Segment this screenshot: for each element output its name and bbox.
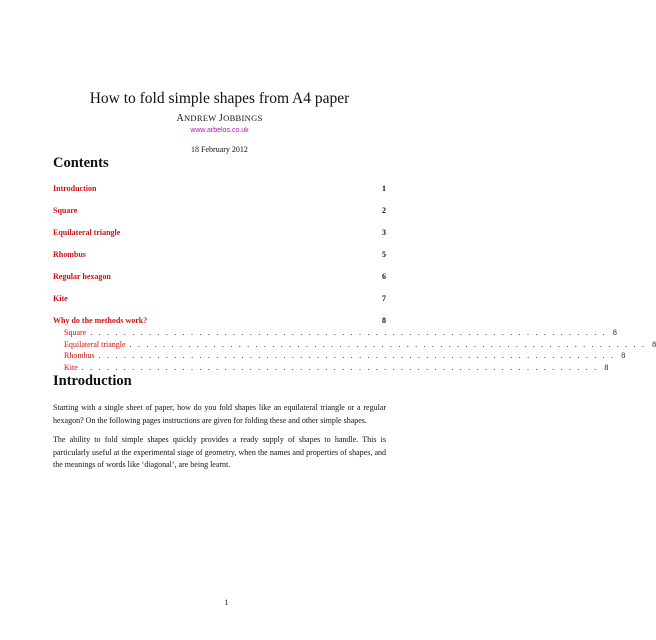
toc-page-number: 6 [382, 272, 386, 281]
table-of-contents [53, 184, 656, 373]
toc-link[interactable]: Square [53, 206, 78, 215]
toc-sub-link[interactable]: Kite [64, 362, 78, 372]
toc-entry-rhombus[interactable] [53, 250, 386, 260]
toc-page-number: 8 [382, 316, 386, 325]
toc-subentry-rhombus[interactable] [53, 350, 626, 362]
toc-sub-link[interactable]: Equilateral triangle [64, 339, 126, 349]
toc-page-number: 8 [612, 328, 617, 337]
author-last-rest: OBBINGS [223, 113, 263, 123]
toc-link[interactable]: Why do the methods work? [53, 316, 148, 325]
toc-entry-introduction[interactable] [53, 184, 386, 194]
author-name [53, 113, 386, 124]
toc-entry-square[interactable] [53, 206, 386, 216]
toc-entry-why-do-the-methods-work[interactable] [53, 316, 386, 326]
toc-page-number: 5 [382, 250, 386, 259]
toc-entry-regular-hexagon[interactable] [53, 272, 386, 282]
toc-subentry-square[interactable] [53, 327, 617, 339]
toc-leader-dots: . . . . . . . . . . . . . . . . . . . . . . . . . . . . . . . . . . . . . . . . . . . . . . . . . . . . . . . . . . . . . . [90, 328, 607, 337]
introduction-paragraph-1: Starting with a single sheet of paper, how do you fold shapes like an equilateral triangle or a regular hexagon? On the following pages instructions are given for folding these and other simple shapes. [53, 403, 386, 425]
page-number: 1 [224, 598, 229, 607]
toc-subentry-kite[interactable] [53, 362, 609, 374]
author-first-initial: A [176, 113, 184, 124]
toc-leader-dots: . . . . . . . . . . . . . . . . . . . . . . . . . . . . . . . . . . . . . . . . . . . . . . . . . . . . . . . . . . . . . . [129, 339, 647, 349]
toc-leader-dots: . . . . . . . . . . . . . . . . . . . . . . . . . . . . . . . . . . . . . . . . . . . . . . . . . . . . . . . . . . . . . . [81, 362, 599, 372]
document-title: How to fold simple shapes from A4 paper [89, 90, 350, 107]
author-first-rest: NDREW [183, 113, 217, 123]
toc-link[interactable]: Rhombus [53, 250, 86, 259]
toc-page-number: 3 [382, 228, 386, 237]
toc-sub-link[interactable]: Square [64, 328, 87, 337]
toc-page-number: 2 [382, 206, 386, 215]
toc-link[interactable]: Introduction [53, 184, 97, 193]
toc-subsection-list [53, 327, 656, 373]
toc-entry-equilateral-triangle[interactable] [53, 228, 386, 238]
toc-sub-link[interactable]: Rhombus [64, 351, 95, 360]
toc-page-number: 8 [621, 351, 626, 360]
document-date: 18 February 2012 [191, 145, 248, 154]
toc-page-number: 8 [652, 339, 656, 349]
introduction-heading: Introduction [53, 373, 132, 389]
toc-link[interactable]: Regular hexagon [53, 272, 111, 281]
website-link[interactable]: www.arbelos.co.uk [190, 127, 249, 134]
toc-leader-dots: . . . . . . . . . . . . . . . . . . . . . . . . . . . . . . . . . . . . . . . . . . . . . . . . . . . . . . . . . . . . . . [98, 351, 616, 360]
author-last-initial: J [218, 113, 224, 124]
introduction-paragraph-2: The ability to fold simple shapes quickly provides a ready supply of shapes to handle. This is particularly useful at the experimental stage of geometry, when the names and properties of shapes, and the meanings of words like ‘diagonal’, are being learnt. [53, 435, 386, 469]
toc-page-number: 8 [604, 362, 609, 372]
toc-subentry-equilateral-triangle[interactable] [53, 339, 656, 351]
contents-heading: Contents [53, 155, 109, 171]
toc-link[interactable]: Equilateral triangle [53, 228, 121, 237]
toc-entry-kite[interactable] [53, 294, 386, 304]
toc-link[interactable]: Kite [53, 294, 68, 303]
toc-page-number: 1 [382, 184, 386, 193]
toc-page-number: 7 [382, 294, 386, 303]
